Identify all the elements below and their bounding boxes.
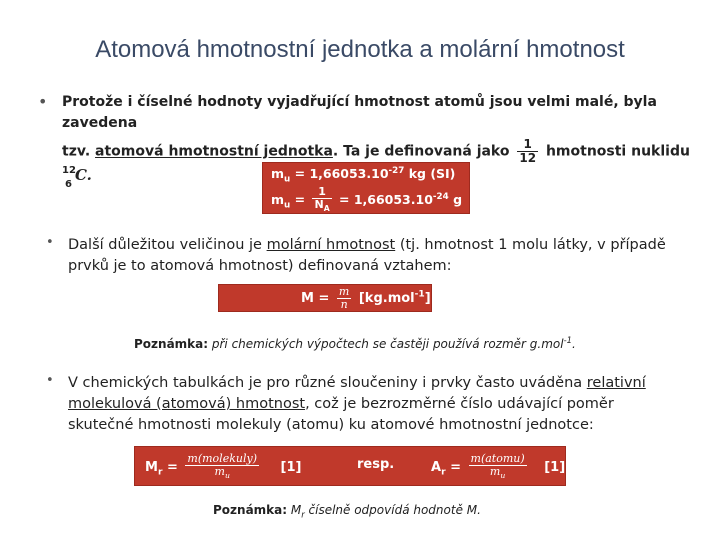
- bullet-2-line-1: Další důležitou veličinou je molární hmotnost (tj. hmotnost 1 molu látky, v případě: [68, 237, 666, 253]
- term-amu: atomová hmotnostní jednotka: [95, 143, 333, 160]
- bullet-2-text: [68, 235, 708, 277]
- formula-mr: $M_r$ = $\frac{\text{m(molekuly)}}{m_u}$ [1]: [145, 452, 302, 481]
- fraction-molecule-over-mu: $\frac{\text{m(molekuly)}}{m_u}$: [187, 452, 257, 481]
- formula-box-amu: [262, 162, 470, 214]
- nuclide-c12: 12 6 C.: [62, 165, 92, 190]
- page-title: Atomová hmotnostní jednotka a molární hmotnost: [95, 36, 625, 63]
- bullet-3-line-2: molekulová (atomová) hmotnost, což je bezrozměrné číslo udávající poměr: [68, 396, 614, 412]
- bullet-2-line-2: prvků je to atomová hmotnost) definovaná vztahem:: [68, 258, 452, 274]
- fraction-m-over-n: $\frac{m}{n}$: [338, 285, 350, 311]
- resp-label: resp.: [357, 457, 395, 472]
- bullet-marker: •: [46, 235, 54, 250]
- fraction-atom-over-mu: $\frac{\text{m(atomu)}}{m_u}$: [470, 452, 525, 481]
- fraction-one-twelfth: $\frac{1}{12}$: [519, 137, 537, 165]
- term-relative: relativní: [586, 375, 646, 391]
- formula-ar: $A_r$ = $\frac{\text{m(atomu)}}{m_u}$ [1]: [431, 452, 566, 481]
- formula-amu-grams: $m_u$ = $\frac{1}{N_A}$ = $1,66053.10^{-24}$ g: [271, 185, 463, 214]
- formula-box-relative-mass: [134, 446, 566, 486]
- formula-box-molar-mass: [218, 284, 432, 312]
- bullet-3-text: [68, 373, 708, 436]
- formula-amu-si: $m_u = 1,66053.10^{-27}$ kg (SI): [271, 166, 456, 185]
- bullet-3-line-3: skutečné hmotnosti molekuly (atomu) ku atomové hmotnostní jednotce:: [68, 417, 594, 433]
- term-relative-mass: molekulová (atomová) hmotnost: [68, 396, 306, 412]
- bullet-1-line-2: tzv. atomová hmotnostní jednotka. Ta je definovaná jako $\frac{1}{12}$ hmotnosti nuklidu 12 6 C.: [62, 137, 690, 190]
- note-1: Poznámka: při chemických výpočtech se častěji používá rozměr g.mol$^{-1}$.: [134, 335, 576, 351]
- bullet-1-line-1: Protože i číselné hodnoty vyjadřující hmotnost atomů jsou velmi malé, byla zavedena: [62, 94, 657, 131]
- bullet-marker: •: [46, 373, 54, 388]
- note-2: Poznámka: $M_r$ číselně odpovídá hodnotě M.: [213, 503, 481, 520]
- bullet-marker: •: [38, 92, 48, 111]
- term-molar-mass: molární hmotnost: [266, 237, 396, 253]
- formula-molar-mass: M = $\frac{m}{n}$ [kg.mol$^{-1}$]: [301, 285, 431, 311]
- fraction-one-over-na: $\frac{1}{N_A}$: [314, 185, 330, 214]
- bullet-3-line-1: V chemických tabulkách je pro různé sloučeniny i prvky často uváděna relativní: [68, 375, 646, 391]
